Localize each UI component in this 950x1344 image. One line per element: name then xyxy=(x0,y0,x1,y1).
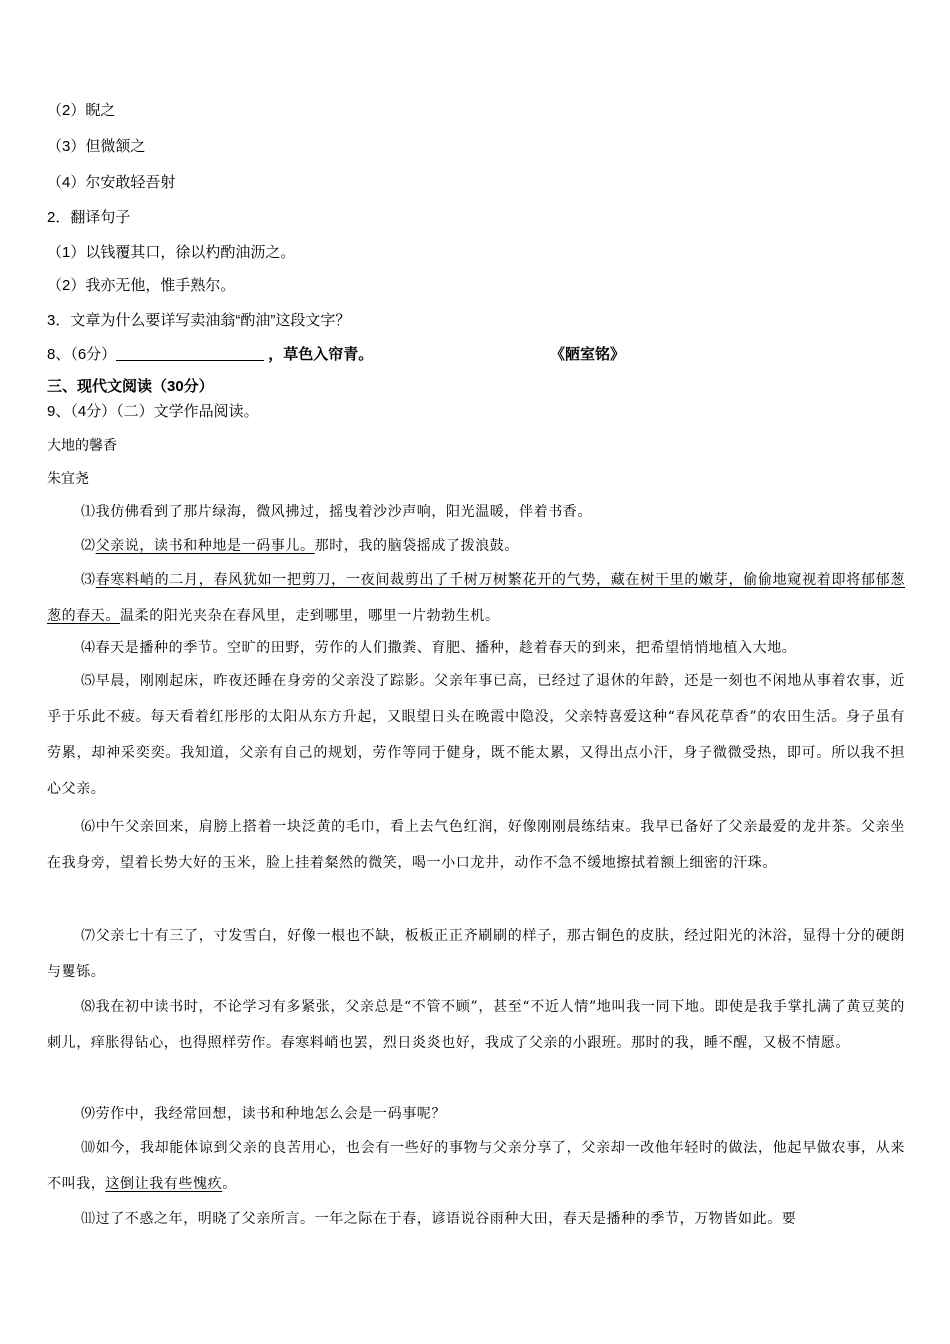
q7-sentence-2: （2）我亦无他，惟手熟尔。 xyxy=(47,277,236,294)
q9-intro: 9、（4分）（二）文学作品阅读。 xyxy=(47,403,259,420)
paragraph-3 xyxy=(47,562,905,634)
paragraph-4: ⑷春天是播种的季节。空旷的田野，劳作的人们撒粪、育肥、播种，趁着春天的到来，把希望悄悄地植入大地。 xyxy=(81,640,797,656)
paragraph-9: ⑼劳作中，我经常回想，读书和种地怎么会是一码事呢？ xyxy=(81,1106,446,1122)
paragraph-10-end: 。 xyxy=(222,1176,237,1192)
paragraph-3-rest: 温柔的阳光夹杂在春风里，走到哪里，哪里一片勃勃生机。 xyxy=(120,608,500,624)
paragraph-8: ⑻我在初中读书时，不论学习有多紧张，父亲总是“不管不顾”，甚至“不近人情”地叫我一同下地。即使是我手掌扎满了黄豆荚的刺儿，痒胀得钻心，也得照样劳作。春寒料峭也罢，烈日炎炎也好，我成了父亲的小跟班。那时的我，睡不醒，又极不情愿。 xyxy=(47,999,905,1051)
paragraph-1: ⑴我仿佛看到了那片绿海，微风拂过，摇曳着沙沙声响，阳光温暖，伴着书香。 xyxy=(81,504,592,520)
q8-source: 《陋室铭》 xyxy=(550,346,626,363)
q8-answer-blank[interactable] xyxy=(116,346,264,361)
paragraph-10-underlined: 这倒让我有些愧疚 xyxy=(105,1176,223,1192)
paragraph-2-number: ⑵ xyxy=(81,538,96,554)
q7-task-3: 3．文章为什么要详写卖油翁“酌油”这段文字？ xyxy=(47,312,351,329)
article-author: 朱宜尧 xyxy=(47,471,89,487)
section-3-heading: 三、现代文阅读（30分） xyxy=(47,378,214,395)
paragraph-3-underlined: 春寒料峭的二月，春风犹如一把剪刀，一夜间裁剪出了千树万树繁花开的气势，藏在树干里的嫩芽，偷偷地窥视着即将郁郁葱葱的春天。 xyxy=(47,572,905,624)
paragraph-7: ⑺父亲七十有三了，寸发雪白，好像一根也不缺，板板正正齐刷刷的样子，那古铜色的皮肤，经过阳光的沐浴，显得十分的硬朗与矍铄。 xyxy=(47,928,905,980)
paragraph-2 xyxy=(47,528,905,564)
paragraph-2-rest: 那时，我的脑袋摇成了拨浪鼓。 xyxy=(314,538,520,554)
paragraph-6: ⑹中午父亲回来，肩膀上搭着一块泛黄的毛巾，看上去气色红润，好像刚刚晨练结束。我早已备好了父亲最爱的龙井茶。父亲坐在我身旁，望着长势大好的玉米，脸上挂着粲然的微笑，喝一小口龙井，动作不急不缓地擦拭着额上细密的汗珠。 xyxy=(47,819,905,871)
q8-text: ，草色入帘青。 xyxy=(268,346,374,363)
q7-sentence-1: （1）以钱覆其口，徐以杓酌油沥之。 xyxy=(47,244,296,261)
q7-item-4: （4）尔安敢轻吾射 xyxy=(47,174,176,191)
paragraph-5: ⑸早晨，刚刚起床，昨夜还睡在身旁的父亲没了踪影。父亲年事已高，已经过了退休的年龄，还是一刻也不闲地从事着农事，近乎于乐此不疲。每天看着红彤彤的太阳从东方升起，又眼望日头在晚霞中隐没，父亲特喜爱这种“春风花草香”的农田生活。身子虽有劳累，却神采奕奕。我知道，父亲有自己的规划，劳作等同于健身，既不能太累，又得出点小汗，身子微微受热，即可。所以我不担心父亲。 xyxy=(47,673,905,797)
q7-task-2: 2．翻译句子 xyxy=(47,209,131,226)
paragraph-2-underlined: 父亲说，读书和种地是一码事儿。 xyxy=(95,538,315,554)
paragraph-10-text: ⑽如今，我却能体谅到父亲的良苦用心，也会有一些好的事物与父亲分享了，父亲却一改他年轻时的做法，他起早做农事，从来不叫我， xyxy=(47,1140,905,1192)
article-title: 大地的馨香 xyxy=(47,438,117,454)
paragraph-11: ⑾过了不惑之年，明晓了父亲所言。一年之际在于春，谚语说谷雨种大田，春天是播种的季节，万物皆如此。要 xyxy=(81,1211,797,1227)
q7-item-3: （3）但微颔之 xyxy=(47,138,146,155)
q7-item-2: （2）睨之 xyxy=(47,102,116,119)
q8-prefix: 8、（6分） xyxy=(47,346,117,363)
q8-question xyxy=(47,345,907,365)
paragraph-3-number: ⑶ xyxy=(81,572,96,588)
paragraph-10 xyxy=(47,1130,905,1202)
